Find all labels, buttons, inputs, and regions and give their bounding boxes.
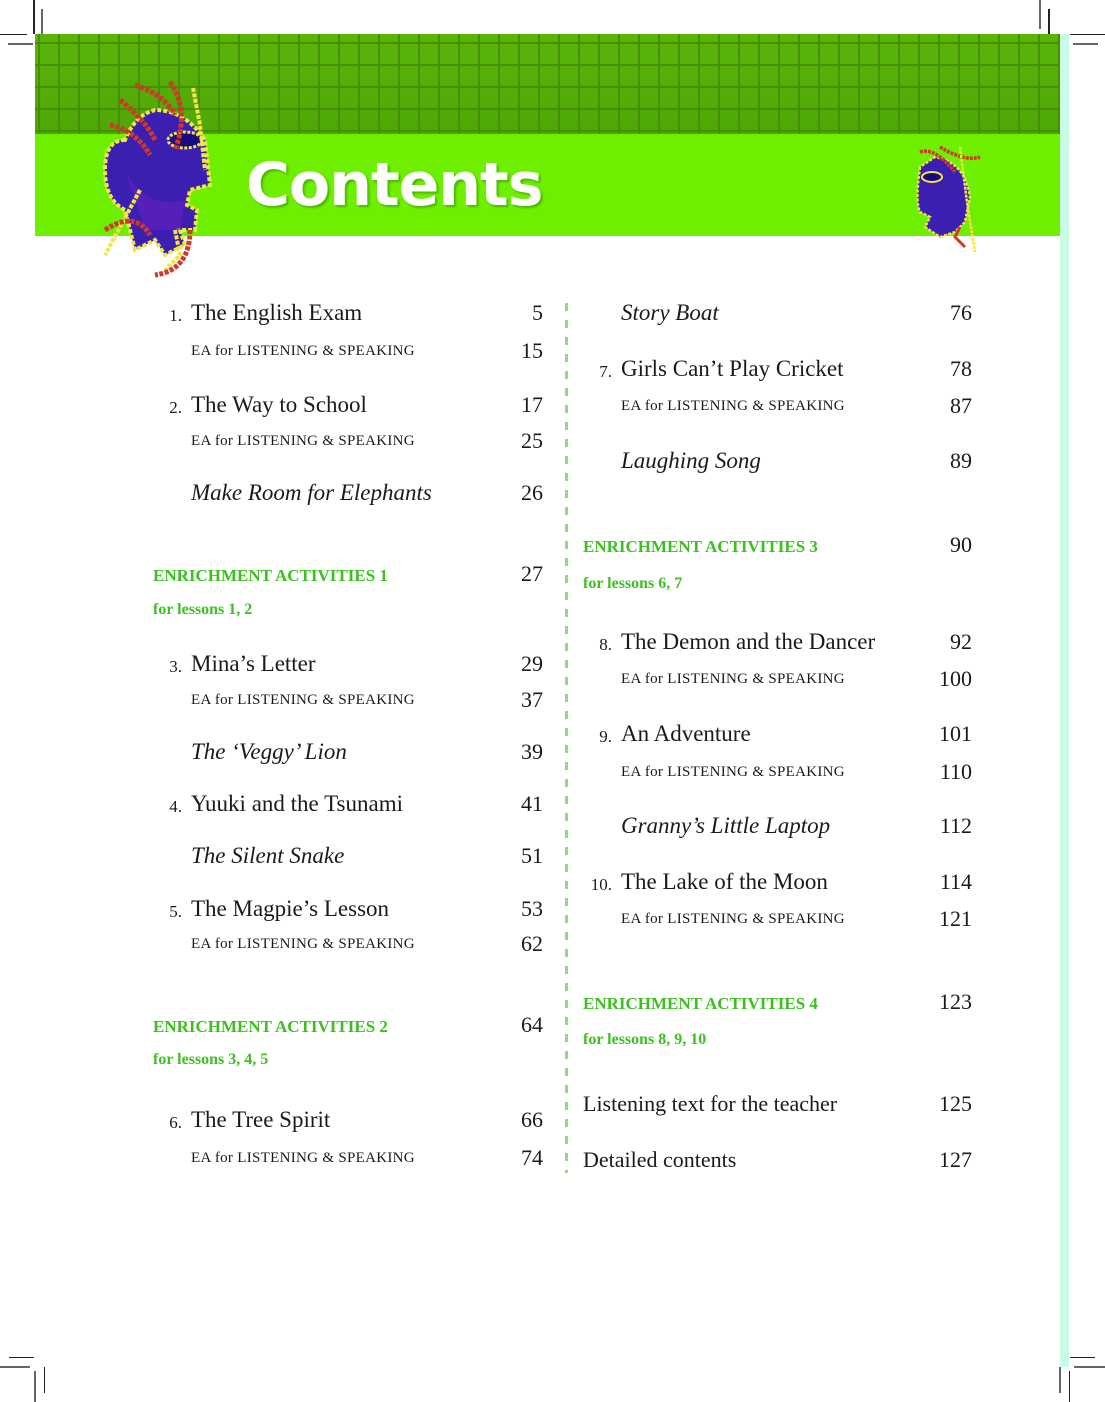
poem-title: The Silent Snake <box>191 843 345 868</box>
page-number: 37 <box>521 687 543 712</box>
ea-label: EA for LISTENING & SPEAKING <box>191 343 415 359</box>
lesson-title: Mina’s Letter <box>191 651 316 676</box>
poem-title: Laughing Song <box>621 448 761 473</box>
poem-entry[interactable] <box>0 739 560 769</box>
lesson-number: 8. <box>599 635 612 654</box>
ea-entry[interactable] <box>0 338 560 368</box>
lesson-number: 5. <box>169 902 182 921</box>
page-number: 39 <box>521 739 543 764</box>
ea-entry[interactable] <box>570 666 990 696</box>
lesson-entry[interactable] <box>0 392 560 422</box>
crop-mark <box>34 1371 36 1402</box>
page-number: 125 <box>939 1091 972 1116</box>
enrichment-heading: ENRICHMENT ACTIVITIES 2 <box>153 1017 388 1036</box>
page-number: 114 <box>939 869 972 894</box>
ea-entry[interactable] <box>570 393 990 423</box>
enrichment-entry[interactable] <box>570 532 990 592</box>
page-number: 76 <box>950 300 972 325</box>
crop-mark <box>33 0 35 34</box>
poem-title: Make Room for Elephants <box>191 480 432 505</box>
lesson-entry[interactable] <box>0 1107 560 1137</box>
appendix-entry[interactable] <box>570 1091 990 1121</box>
ea-entry[interactable] <box>570 906 990 936</box>
crop-mark <box>1059 1367 1061 1393</box>
enrichment-subheading: for lessons 1, 2 <box>153 601 253 618</box>
lesson-number: 6. <box>169 1113 182 1132</box>
crop-mark <box>44 1367 45 1393</box>
ea-entry[interactable] <box>570 759 990 789</box>
appendix-title: Listening text for the teacher <box>583 1091 838 1116</box>
page-number: 100 <box>939 666 972 691</box>
poem-entry[interactable] <box>570 300 990 330</box>
lesson-number: 1. <box>169 306 182 325</box>
page-number: 17 <box>521 392 543 417</box>
ea-entry[interactable] <box>0 1145 560 1175</box>
page-number: 66 <box>521 1107 543 1132</box>
lesson-title: Girls Can’t Play Cricket <box>621 356 844 381</box>
lesson-entry[interactable] <box>0 651 560 681</box>
page-number: 112 <box>939 813 972 838</box>
ea-entry[interactable] <box>0 687 560 717</box>
ea-label: EA for LISTENING & SPEAKING <box>621 764 845 780</box>
lesson-number: 10. <box>590 875 612 894</box>
crop-mark <box>9 1357 34 1358</box>
lesson-number: 9. <box>599 727 612 746</box>
lesson-title: The Way to School <box>191 392 367 417</box>
page-number: 29 <box>521 651 543 676</box>
poem-entry[interactable] <box>570 448 990 478</box>
page-number: 27 <box>521 561 543 586</box>
page-number: 41 <box>521 791 543 816</box>
ea-label: EA for LISTENING & SPEAKING <box>191 1150 415 1166</box>
lesson-title: The Tree Spirit <box>191 1107 331 1132</box>
lesson-number: 4. <box>169 797 182 816</box>
lesson-entry[interactable] <box>570 869 990 899</box>
lesson-entry[interactable] <box>570 721 990 751</box>
enrichment-entry[interactable] <box>0 1012 560 1072</box>
ea-label: EA for LISTENING & SPEAKING <box>621 911 845 927</box>
enrichment-entry[interactable] <box>570 989 990 1049</box>
page-number: 78 <box>950 356 972 381</box>
page-number: 101 <box>939 721 972 746</box>
lesson-title: The Demon and the Dancer <box>621 629 876 654</box>
enrichment-subheading: for lessons 3, 4, 5 <box>153 1051 269 1068</box>
crop-mark <box>0 34 27 35</box>
ea-label: EA for LISTENING & SPEAKING <box>621 398 845 414</box>
lesson-number: 3. <box>169 657 182 676</box>
ea-entry[interactable] <box>0 428 560 458</box>
crop-mark <box>8 43 33 45</box>
page-number: 26 <box>521 480 543 505</box>
mosaic-mask-icon <box>95 80 225 280</box>
crop-mark <box>1070 34 1105 35</box>
lesson-title: An Adventure <box>621 721 751 746</box>
lesson-entry[interactable] <box>0 791 560 821</box>
lesson-entry[interactable] <box>570 629 990 659</box>
page-number: 25 <box>521 428 543 453</box>
lesson-title: The English Exam <box>191 300 363 325</box>
lesson-entry[interactable] <box>0 896 560 926</box>
crop-mark <box>1073 43 1098 45</box>
crop-mark <box>1039 0 1041 29</box>
page-number: 62 <box>521 931 543 956</box>
page-number: 64 <box>521 1012 543 1037</box>
page-edge-strip <box>1060 34 1069 1367</box>
page-number: 92 <box>950 629 972 654</box>
page-number: 74 <box>521 1145 543 1170</box>
lesson-title: The Magpie’s Lesson <box>191 896 390 921</box>
ea-label: EA for LISTENING & SPEAKING <box>621 671 845 687</box>
poem-title: Story Boat <box>621 300 719 325</box>
page-number: 90 <box>950 532 972 557</box>
page-number: 15 <box>521 338 543 363</box>
crop-mark <box>1069 1371 1070 1402</box>
ea-label: EA for LISTENING & SPEAKING <box>191 433 415 449</box>
enrichment-entry[interactable] <box>0 561 560 621</box>
page-title: Contents <box>246 150 543 220</box>
lesson-title: The Lake of the Moon <box>621 869 828 894</box>
enrichment-heading: ENRICHMENT ACTIVITIES 4 <box>583 994 818 1013</box>
crop-mark <box>1070 1357 1095 1358</box>
lesson-entry[interactable] <box>0 300 560 330</box>
appendix-title: Detailed contents <box>583 1147 737 1172</box>
page-number: 123 <box>939 989 972 1014</box>
ea-label: EA for LISTENING & SPEAKING <box>191 936 415 952</box>
page-number: 127 <box>939 1147 972 1172</box>
column-divider <box>565 303 568 1173</box>
appendix-entry[interactable] <box>570 1147 990 1177</box>
crop-mark <box>0 1366 30 1368</box>
page-number: 5 <box>532 300 543 325</box>
poem-entry[interactable] <box>0 480 560 510</box>
page-number: 51 <box>521 843 543 868</box>
page-number: 87 <box>950 393 972 418</box>
poem-entry[interactable] <box>0 843 560 873</box>
enrichment-subheading: for lessons 6, 7 <box>583 575 683 592</box>
poem-title: The ‘Veggy’ Lion <box>191 739 347 764</box>
lesson-entry[interactable] <box>570 356 990 386</box>
lesson-title: Yuuki and the Tsunami <box>191 791 403 816</box>
crop-mark <box>41 9 43 34</box>
enrichment-subheading: for lessons 8, 9, 10 <box>583 1031 707 1048</box>
small-mosaic-mask-icon <box>905 142 990 260</box>
page-number: 110 <box>939 759 972 784</box>
ea-label: EA for LISTENING & SPEAKING <box>191 692 415 708</box>
crop-mark <box>1048 9 1050 34</box>
lesson-number: 2. <box>169 398 182 417</box>
lesson-number: 7. <box>599 362 612 381</box>
page-number: 53 <box>521 896 543 921</box>
enrichment-heading: ENRICHMENT ACTIVITIES 3 <box>583 537 818 556</box>
poem-title: Granny’s Little Laptop <box>621 813 831 838</box>
ea-entry[interactable] <box>0 931 560 961</box>
crop-mark <box>1074 1366 1105 1368</box>
enrichment-heading: ENRICHMENT ACTIVITIES 1 <box>153 566 388 585</box>
page-number: 89 <box>950 448 972 473</box>
poem-entry[interactable] <box>570 813 990 843</box>
page-number: 121 <box>939 906 972 931</box>
